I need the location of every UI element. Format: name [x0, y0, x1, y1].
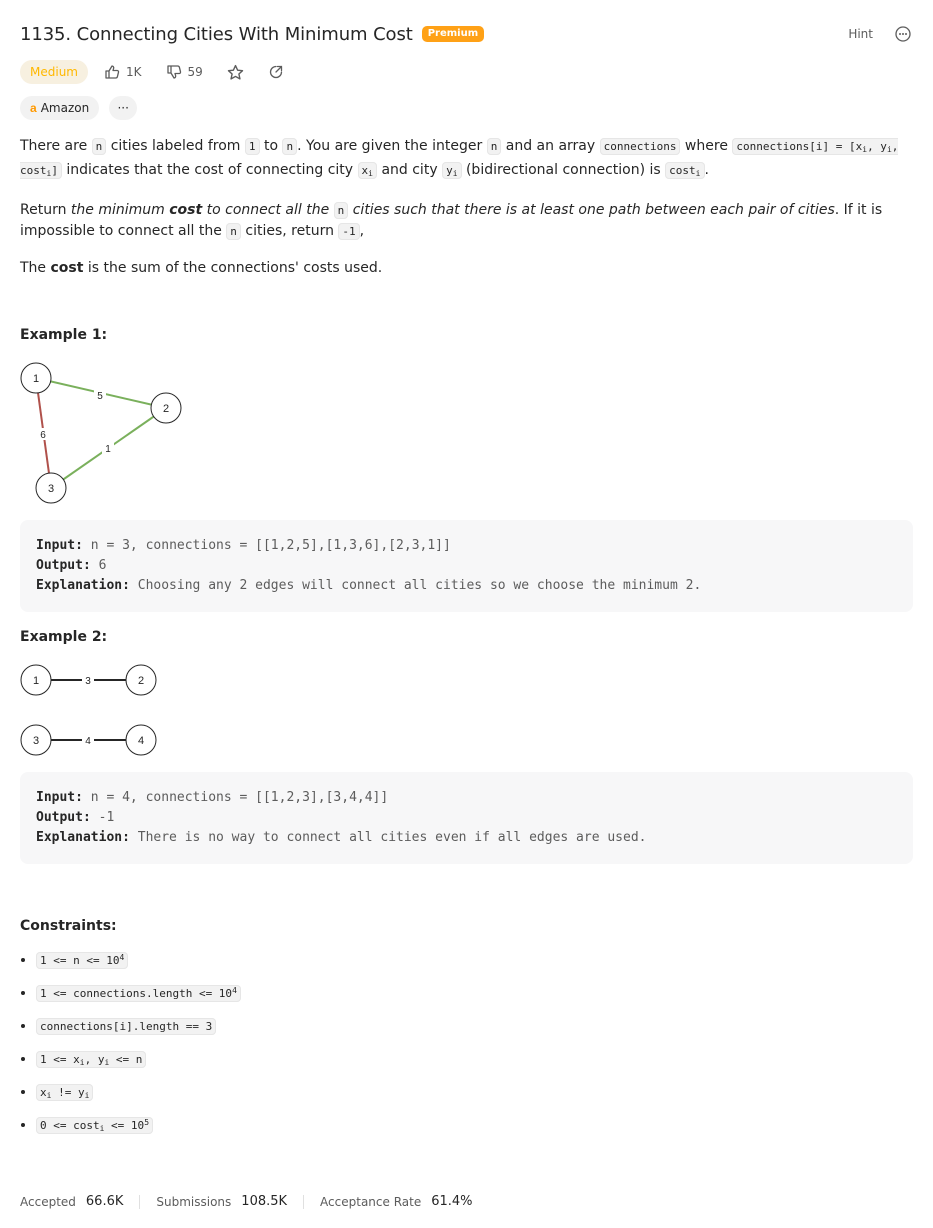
constraints-heading: Constraints:	[20, 918, 117, 934]
dislike-count: 59	[187, 65, 203, 79]
graph-node: 2	[162, 403, 170, 415]
accepted-label: Accepted	[20, 1194, 76, 1209]
graph-node: 3	[47, 483, 55, 495]
acceptance-rate-value: 61.4%	[431, 1194, 473, 1209]
example-1-explanation: Choosing any 2 edges will connect all cities so we choose the minimum 2.	[137, 578, 702, 593]
stats-bar	[20, 1194, 473, 1209]
like-button[interactable]	[96, 60, 150, 84]
example-1-heading: Example 1:	[20, 327, 108, 343]
tag-row	[20, 96, 137, 120]
more-options-icon[interactable]	[893, 24, 913, 44]
thumbs-down-icon	[166, 64, 182, 80]
problem-title: 1135. Connecting Cities With Minimum Cost	[20, 23, 413, 45]
graph-node: 3	[32, 735, 40, 747]
dislike-button[interactable]	[158, 60, 211, 84]
example-2-heading: Example 2:	[20, 629, 108, 645]
constraint-item: • $0 <= \cos t_i <= 10^5$	[36, 1117, 241, 1150]
example-1-output: 6	[98, 558, 107, 573]
constraints-list	[36, 952, 241, 1150]
problem-description	[20, 136, 913, 295]
example-1-input-line: Input: n = 3, connections = [[1,2,5],[1,3,6],[2,3,1]]	[36, 538, 451, 553]
example-2-input: n = 4, connections = [[1,2,3],[3,4,4]]	[90, 790, 389, 805]
example-2-explanation-line: Explanation: There is no way to connect all cities even if all edges are used.	[36, 830, 647, 845]
constraint-item: • 1 <= connections.length <= $10^4$	[36, 985, 241, 1018]
edge-weight: 1	[105, 444, 111, 455]
example-2-graph	[18, 662, 163, 760]
constraint-item: • connections[i].length == 3	[36, 1018, 241, 1051]
example-1-output-line: Output: 6	[36, 558, 107, 573]
description-paragraph-1: There are n cities labeled from 1 to n . You are given the integer n and an array connections where connections[i] = [$x_i$, $y_i$, cost$_i$] indicates that the cost of connecting city $x_i$ and city $y_i$ (bidirectional connection) is cost$_i$ .	[20, 138, 899, 178]
description-paragraph-2: Return the minimum cost to connect all the n cities such that there is at least one path between each pair of cities. If it is impossible to connect all the n cities, return -1 ,	[20, 202, 883, 239]
acceptance-rate-label: Acceptance Rate	[320, 1194, 422, 1209]
accepted-value: 66.6K	[85, 1194, 124, 1209]
graph-node: 2	[137, 675, 145, 687]
company-tag-label: Amazon	[40, 101, 90, 115]
edge-weight: 4	[85, 736, 91, 747]
submissions-value: 108.5K	[241, 1194, 288, 1209]
edge-weight: 3	[85, 676, 91, 687]
like-count: 1K	[125, 65, 142, 79]
description-paragraph-3: The cost is the sum of the connections' costs used.	[20, 260, 383, 276]
example-1-graph	[18, 360, 188, 508]
constraint-item: • $x_i$ != $y_i$	[36, 1084, 241, 1117]
example-2-output: -1	[98, 810, 115, 825]
graph-node: 4	[137, 735, 145, 747]
edge-weight: 5	[97, 391, 103, 402]
amazon-icon: a	[30, 101, 37, 115]
example-2-box	[20, 772, 913, 864]
graph-node: 1	[32, 675, 40, 687]
share-icon	[268, 64, 284, 80]
favorite-button[interactable]	[219, 60, 252, 84]
example-1-box	[20, 520, 913, 612]
meta-row	[20, 60, 292, 84]
stats-divider	[139, 1195, 140, 1209]
thumbs-up-icon	[104, 64, 120, 80]
example-2-explanation: There is no way to connect all cities even if all edges are used.	[137, 830, 647, 845]
example-2-input-line: Input: n = 4, connections = [[1,2,3],[3,4,4]]	[36, 790, 389, 805]
constraint-item: • $1 <= n <= 10^4$	[36, 952, 241, 985]
submissions-label: Submissions	[156, 1194, 232, 1209]
graph-node: 1	[32, 373, 40, 385]
example-1-explanation-line: Explanation: Choosing any 2 edges will connect all cities so we choose the minimum 2.	[36, 578, 702, 593]
premium-badge: Premium	[422, 26, 484, 42]
more-tags-button[interactable]: ···	[109, 96, 137, 120]
constraint-item: • $1 <= x_i$, $y_i <= n$	[36, 1051, 241, 1084]
stats-divider	[303, 1195, 304, 1209]
example-2-output-line: Output: -1	[36, 810, 115, 825]
hint-button[interactable]: Hint	[848, 27, 873, 41]
star-icon	[227, 64, 244, 81]
title-row	[20, 20, 913, 48]
share-button[interactable]	[260, 60, 292, 84]
company-tag[interactable]	[20, 96, 99, 120]
title-actions	[848, 24, 913, 44]
difficulty-badge: Medium	[20, 60, 88, 84]
example-1-input: n = 3, connections = [[1,2,5],[1,3,6],[2,3,1]]	[90, 538, 451, 553]
edge-weight: 6	[40, 430, 46, 441]
